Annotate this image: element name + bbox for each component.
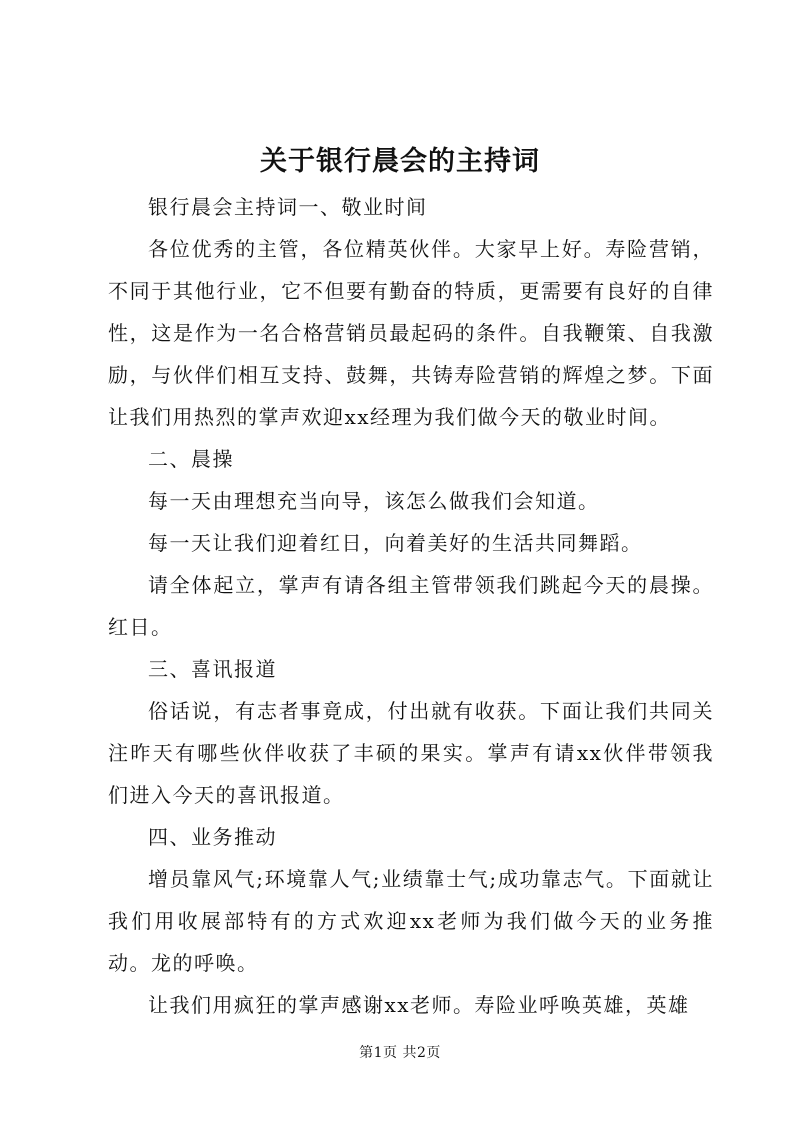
- paragraph-exercise-line-1: 每一天由理想充当向导，该怎么做我们会知道。: [148, 489, 600, 513]
- page-number-footer: 第1页 共2页: [359, 1045, 441, 1061]
- paragraph-closing-partial: 让我们用疯狂的掌声感谢xx老师。寿险业呼唤英雄，英雄: [148, 993, 690, 1017]
- section-heading-business-promotion: 四、业务推动: [148, 825, 277, 849]
- paragraph-opening-remarks: 各位优秀的主管，各位精英伙伴。大家早上好。寿险营销，不同于其他行业，它不但要有勤奋的特质，更需要有良好的自律性，这是作为一名合格营销员最起码的条件。自我鞭策、自我激励，与伙伴们相互支持、鼓舞，共铸寿险营销的辉煌之梦。下面让我们用热烈的掌声欢迎xx经理为我们做今天的敬业时间。: [108, 237, 714, 429]
- document-body: [108, 186, 714, 1026]
- section-heading-dedication-time: 银行晨会主持词一、敬业时间: [148, 195, 428, 219]
- paragraph-exercise-line-2: 每一天让我们迎着红日，向着美好的生活共同舞蹈。: [148, 531, 643, 555]
- document-title: 关于银行晨会的主持词: [260, 146, 540, 177]
- paragraph-business-promotion: 增员靠风气;环境靠人气;业绩靠士气;成功靠志气。下面就让我们用收展部特有的方式欢迎xx老师为我们做今天的业务推动。龙的呼唤。: [108, 867, 714, 975]
- paragraph-exercise-invitation: 请全体起立，掌声有请各组主管带领我们跳起今天的晨操。红日。: [108, 573, 714, 639]
- section-heading-good-news: 三、喜讯报道: [148, 657, 277, 681]
- section-heading-morning-exercise: 二、晨操: [148, 447, 234, 471]
- paragraph-good-news: 俗话说，有志者事竟成，付出就有收获。下面让我们共同关注昨天有哪些伙伴收获了丰硕的果实。掌声有请xx伙伴带领我们进入今天的喜讯报道。: [108, 699, 714, 807]
